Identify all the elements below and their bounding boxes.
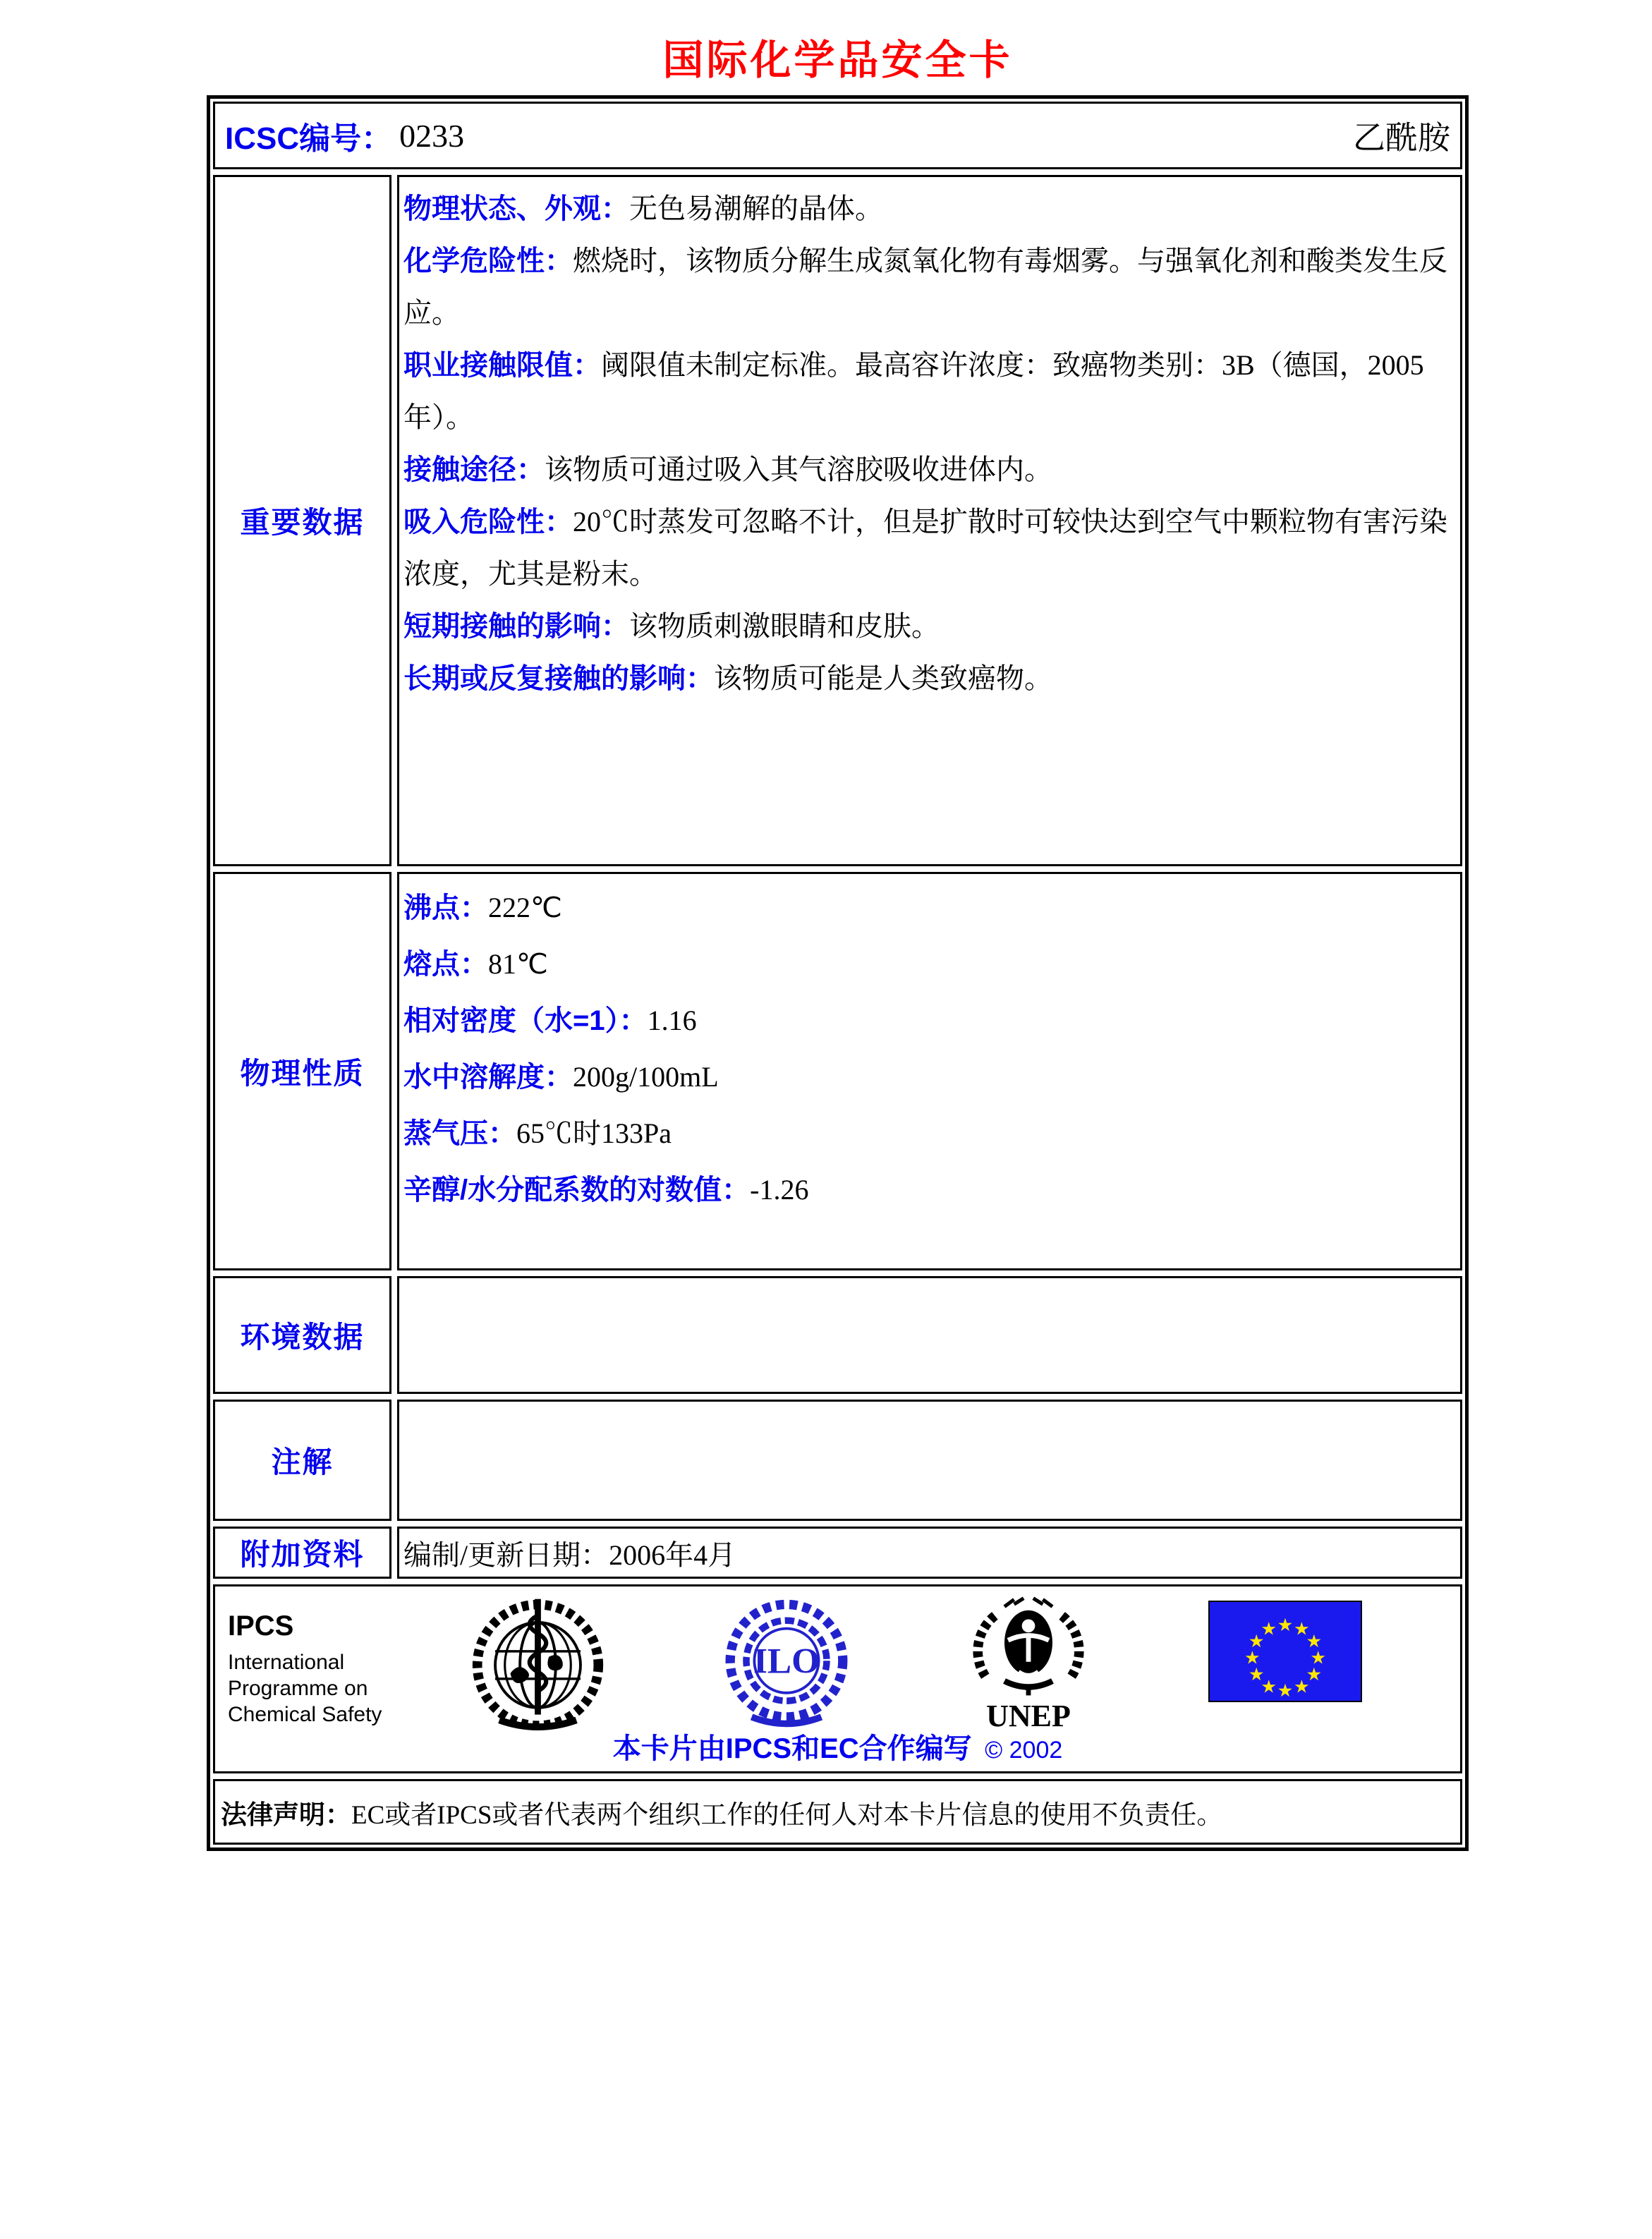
ipcs-line: Programme on: [228, 1677, 368, 1700]
footer-caption: [215, 1726, 1460, 1766]
important-data-text-block: [399, 177, 1460, 705]
data-label: 接触途径：: [403, 454, 545, 485]
header-cell: [213, 102, 1462, 169]
notes-content: [397, 1400, 1462, 1521]
data-label: 吸入危险性：: [403, 506, 573, 538]
svg-text:★: ★: [1294, 1676, 1310, 1697]
notes-row: [213, 1400, 1462, 1521]
data-value: 20℃时蒸发可忽略不计，但是扩散时可较快达到空气中颗粒物有害污染浓度，尤其是粉末。: [403, 506, 1447, 590]
property-value: 200g/100mL: [573, 1061, 719, 1093]
section-label-physical-properties: [213, 872, 391, 1270]
svg-text:★: ★: [1261, 1676, 1277, 1697]
environmental-data-content: [397, 1276, 1462, 1394]
ipcs-acronym: IPCS: [228, 1610, 294, 1642]
ilo-logo-icon: [719, 1596, 854, 1730]
unep-logo-icon: [968, 1592, 1088, 1698]
who-logo-icon: [469, 1594, 607, 1731]
section-label-notes: [213, 1400, 391, 1521]
update-date-label: 编制/更新日期：: [403, 1539, 609, 1571]
physical-properties-row: [213, 872, 1462, 1270]
section-label-text: 物理性质: [240, 1056, 365, 1090]
property-value: -1.26: [750, 1174, 809, 1206]
legal-notice-row: [213, 1779, 1462, 1845]
legal-notice-cell: [213, 1779, 1462, 1845]
svg-text:★: ★: [1277, 1614, 1294, 1635]
property-label: 沸点：: [403, 892, 488, 923]
data-value: 该物质可能是人类致癌物。: [714, 662, 1052, 694]
property-line: [403, 993, 1453, 1049]
svg-text:★: ★: [1261, 1618, 1277, 1639]
ipcs-text-block: [228, 1610, 382, 1728]
property-line: [403, 1049, 1453, 1105]
icsc-number-label: ICSC编号：: [225, 121, 393, 156]
section-label-text: 重要数据: [240, 506, 365, 539]
svg-text:★: ★: [1277, 1680, 1294, 1701]
section-label-text: 环境数据: [240, 1320, 365, 1354]
property-line: [403, 936, 1453, 993]
page-title: 国际化学品安全卡: [662, 37, 1013, 83]
legal-notice-label: 法律声明：: [221, 1800, 351, 1829]
data-line: [403, 496, 1453, 600]
header-row: [213, 102, 1462, 169]
unep-wordmark: UNEP: [986, 1699, 1071, 1733]
data-label: 物理状态、外观：: [403, 193, 629, 224]
data-value: 阈限值未制定标准。最高容许浓度：致癌物类别：3B（德国，2005年）。: [403, 349, 1424, 433]
svg-text:★: ★: [1248, 1663, 1265, 1685]
section-label-additional-info: [213, 1527, 391, 1579]
ipcs-line: Chemical Safety: [228, 1703, 382, 1726]
data-value: 燃烧时，该物质分解生成氮氧化物有毒烟雾。与强氧化剂和酸类发生反应。: [403, 245, 1447, 329]
chemical-name: 乙酰胺: [1353, 120, 1450, 156]
property-label: 辛醇/水分配系数的对数值：: [403, 1175, 751, 1206]
icsc-number-value: 0233: [399, 117, 465, 154]
data-value: 该物质可通过吸入其气溶胶吸收进体内。: [545, 454, 1052, 485]
update-date-value: 2006年4月: [609, 1539, 736, 1571]
legal-notice-text: EC或者IPCS或者代表两个组织工作的任何人对本卡片信息的使用不负责任。: [351, 1800, 1223, 1830]
cooperation-caption: 本卡片由IPCS和EC合作编写: [612, 1733, 972, 1764]
property-label: 水中溶解度：: [403, 1062, 573, 1093]
section-label-important-data: [213, 175, 391, 866]
data-value: 该物质刺激眼睛和皮肤。: [629, 610, 940, 642]
data-value: 无色易潮解的晶体。: [629, 193, 883, 224]
icsc-card: [207, 95, 1469, 1851]
data-line: [403, 183, 1453, 235]
important-data-row: [213, 175, 1462, 866]
property-line: [403, 1105, 1453, 1162]
section-label-text: 注解: [271, 1445, 334, 1479]
logos-row: [213, 1584, 1462, 1773]
svg-text:★: ★: [1306, 1631, 1323, 1652]
ilo-letters: ILO: [753, 1641, 820, 1682]
notes-text-block: [399, 1402, 1460, 1407]
property-label: 蒸气压：: [403, 1118, 516, 1149]
data-line: [403, 600, 1453, 653]
physical-properties-text-block: [399, 874, 1460, 1218]
data-line: [403, 653, 1453, 705]
copyright-notice: © 2002: [985, 1737, 1063, 1764]
data-label: 短期接触的影响：: [403, 611, 629, 642]
data-label: 化学危险性：: [403, 245, 573, 277]
svg-text:★: ★: [1306, 1663, 1323, 1685]
property-label: 相对密度（水=1）：: [403, 1005, 648, 1036]
additional-info-content: [397, 1527, 1462, 1579]
section-label-text: 附加资料: [240, 1538, 365, 1571]
environmental-data-text-block: [399, 1278, 1460, 1284]
svg-text:★: ★: [1248, 1631, 1265, 1652]
data-line: [403, 339, 1453, 444]
property-value: 81℃: [488, 948, 548, 980]
property-value: 65℃时133Pa: [516, 1117, 672, 1149]
property-line: [403, 880, 1453, 936]
data-label: 长期或反复接触的影响：: [403, 663, 714, 694]
ipcs-line: International: [228, 1651, 345, 1674]
additional-info-row: [213, 1527, 1462, 1579]
environmental-data-row: [213, 1276, 1462, 1394]
svg-text:★: ★: [1244, 1647, 1261, 1668]
svg-text:★: ★: [1310, 1647, 1326, 1668]
svg-text:★: ★: [1294, 1618, 1310, 1639]
data-label: 职业接触限值：: [403, 350, 601, 381]
data-line: [403, 235, 1453, 339]
property-label: 熔点：: [403, 949, 488, 980]
physical-properties-content: [397, 872, 1462, 1270]
logos-cell: [213, 1584, 1462, 1773]
section-label-environmental-data: [213, 1276, 391, 1394]
important-data-content: [397, 175, 1462, 866]
property-value: 1.16: [647, 1005, 697, 1036]
property-value: 222℃: [488, 892, 562, 923]
data-line: [403, 444, 1453, 496]
property-line: [403, 1162, 1453, 1218]
eu-flag-icon: [1208, 1601, 1362, 1702]
